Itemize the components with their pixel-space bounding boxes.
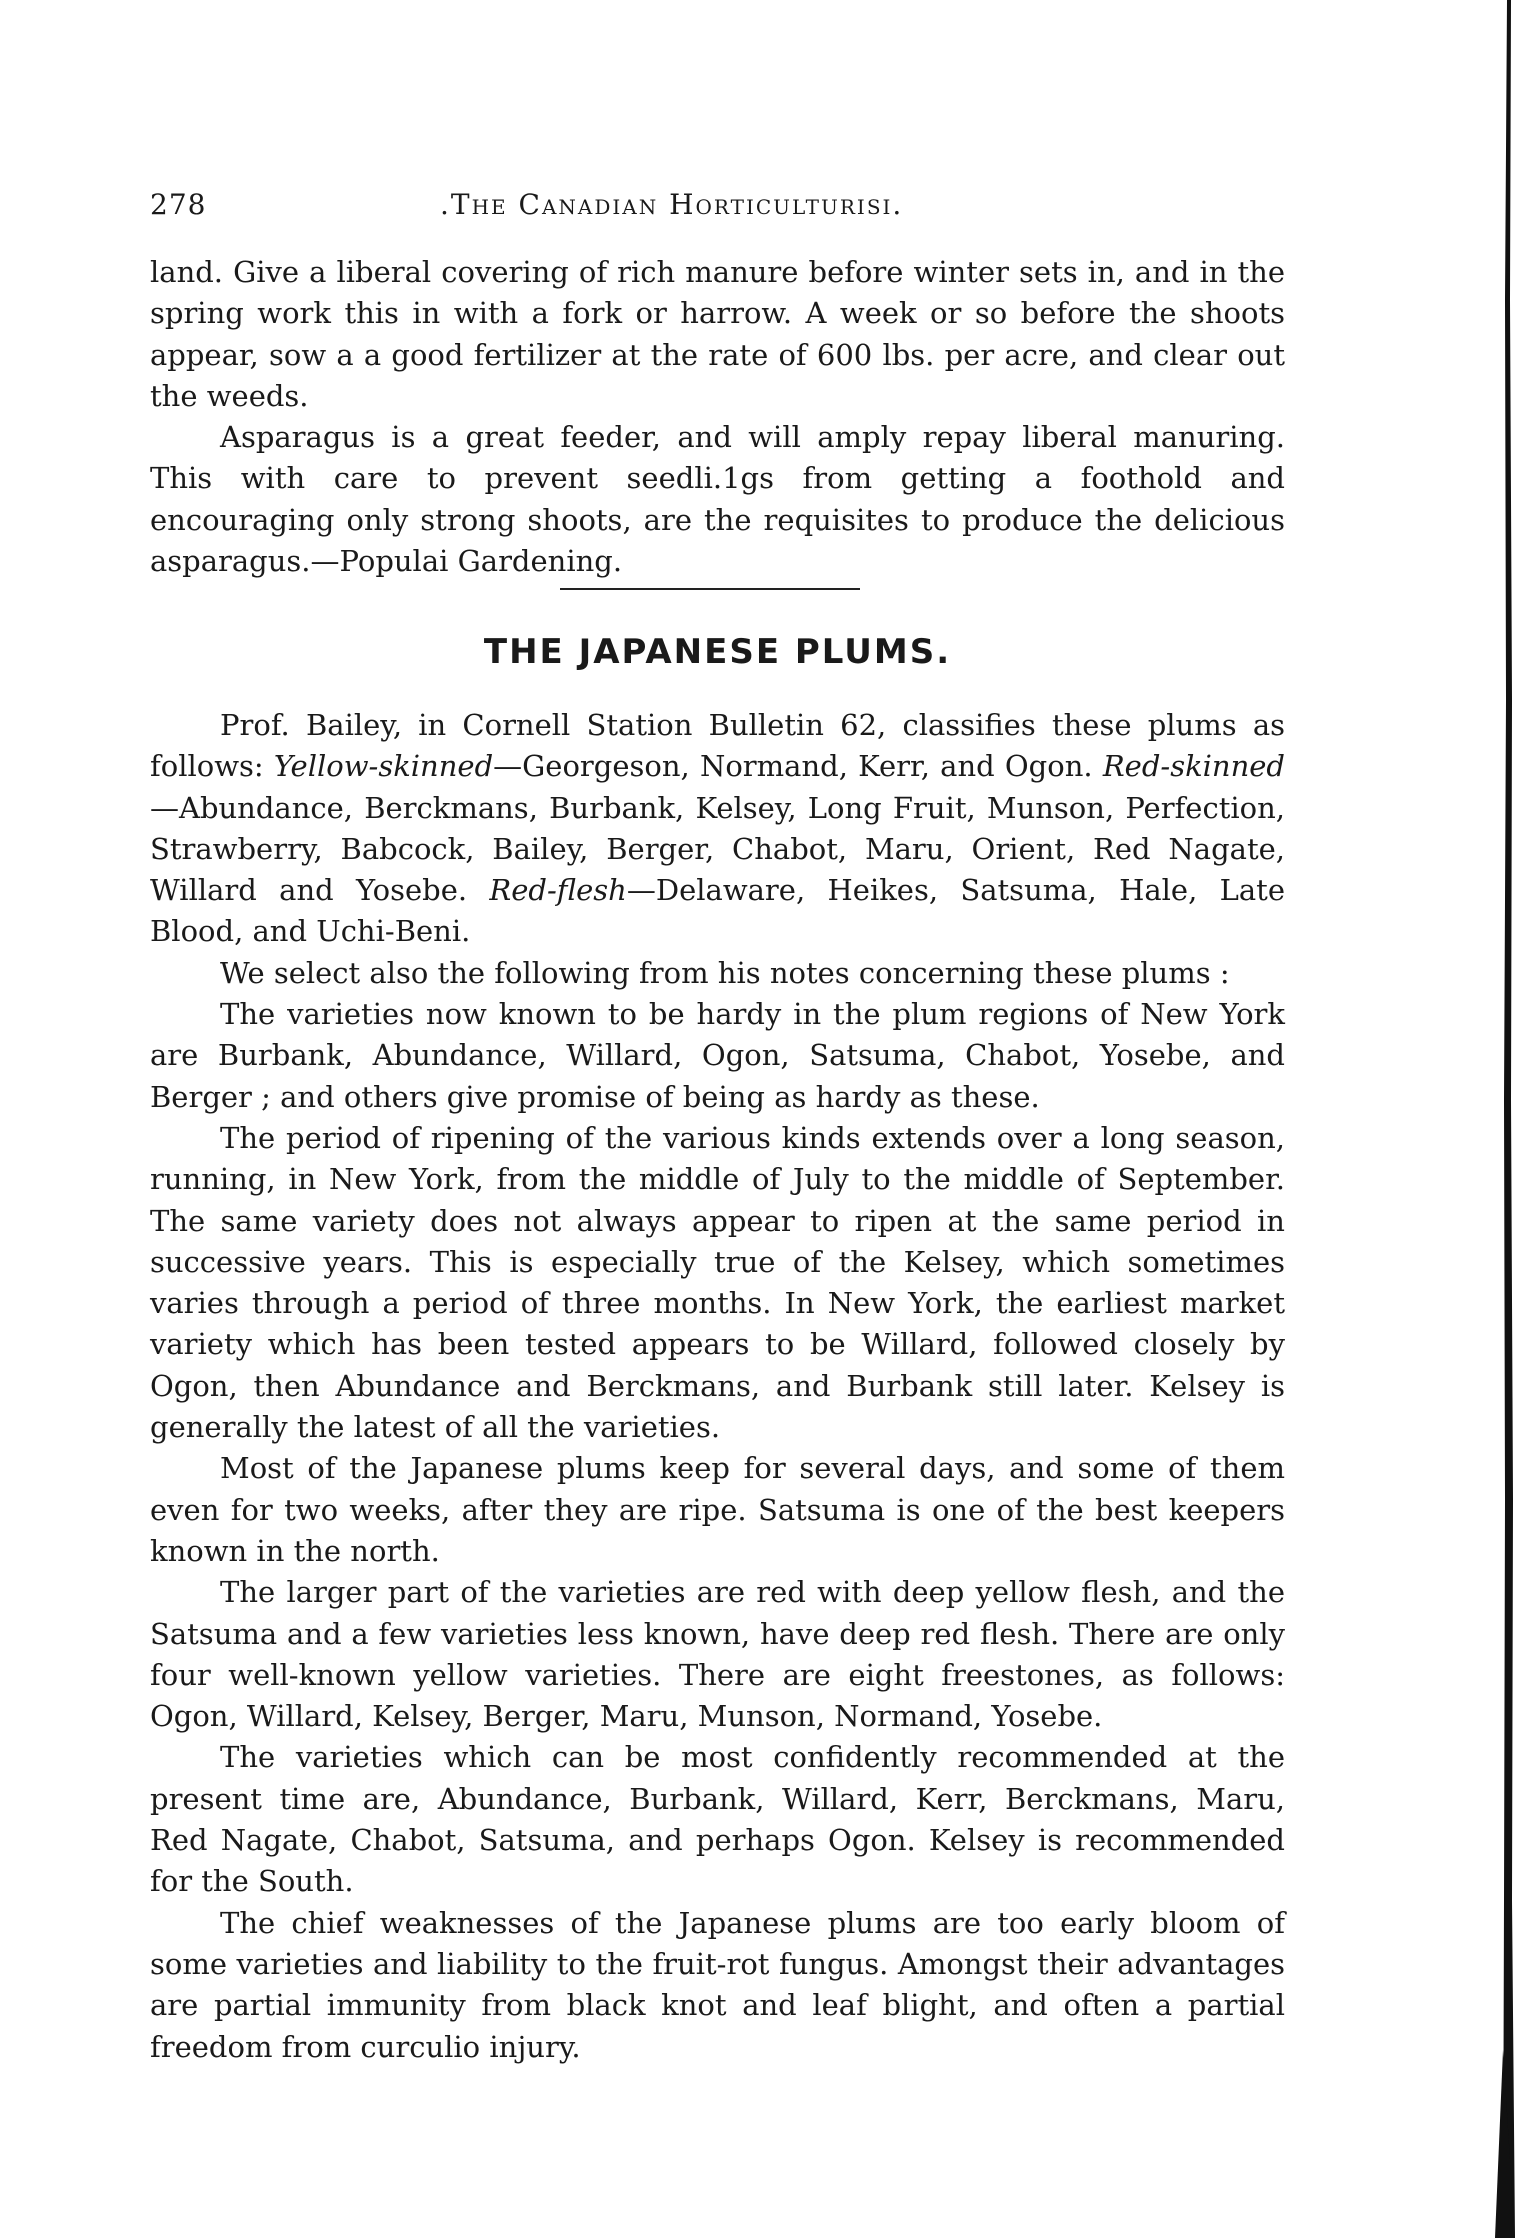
article-paragraph: The chief weaknesses of the Japanese plums are too early bloom of some varieties and liability to the fruit-rot fungus. Amongst their advantages are partial immunity from black knot and leaf blight, and often a partial freedom from curculio injury. bbox=[150, 1905, 1285, 2064]
red-flesh-label: Red-flesh bbox=[489, 873, 627, 908]
journal-title: .The Canadian Horticulturisi. bbox=[440, 188, 904, 221]
article-paragraph bbox=[150, 705, 1285, 953]
intro-text bbox=[150, 252, 1285, 582]
red-skinned-label: Red-skinned bbox=[1102, 749, 1285, 784]
yellow-skinned-list: —Georgeson, Normand, Kerr, and Ogon. bbox=[493, 749, 1103, 784]
article-paragraph: The varieties now known to be hardy in the plum regions of New York are Burbank, Abundance, Willard, Ogon, Satsuma, Chabot, Yosebe, and Berger ; and others give promise of being as hardy as these. bbox=[150, 997, 1285, 1114]
intro-paragraph: Asparagus is a great feeder, and will amply repay liberal manuring. This with care to prevent seedli.1gs from getting a foothold and encouraging only strong shoots, are the requisites to produce the delicious asparagus.—Populai Gardening. bbox=[150, 420, 1285, 579]
article-paragraph: The varieties which can be most confidently recommended at the present time are, Abundance, Burbank, Willard, Kerr, Berckmans, Maru, Red Nagate, Chabot, Satsuma, and perhaps Ogon. Kelsey is recommended for the South. bbox=[150, 1740, 1285, 1899]
yellow-skinned-label: Yellow-skinned bbox=[273, 749, 494, 784]
intro-paragraph: land. Give a liberal covering of rich manure before winter sets in, and in the spring work this in with a fork or harrow. A week or so before the shoots appear, sow a a good fertilizer at the rate of 600 lbs. per acre, and clear out the weeds. bbox=[150, 255, 1285, 413]
article-paragraph: The period of ripening of the various kinds extends over a long season, running, in New York, from the middle of July to the middle of September. The same variety does not always appear to ripen at the same period in successive years. This is especially true of the Kelsey, which sometimes varies through a period of three months. In New York, the earliest market variety which has been tested appears to be Willard, followed closely by Ogon, then Abundance and Berckmans, and Burbank still later. Kelsey is generally the latest of all the varieties. bbox=[150, 1120, 1285, 1445]
red-flesh-list: —Delaware, Heikes, Satsuma, Hale, Late Blood, and Uchi-Beni. bbox=[150, 873, 1285, 949]
red-skinned-list: —Abundance, Berckmans, Burbank, Kelsey, Long Fruit, Munson, Perfection, Strawberry, Babcock, Bailey, Berger, Chabot, Maru, Orient, Red Nagate, Willard and Yosebe. bbox=[150, 790, 1285, 908]
section-divider bbox=[560, 588, 860, 590]
paragraph-lead: Prof. Bailey, in Cornell Station Bulletin 62, classifies these plums as follows: bbox=[150, 708, 1285, 784]
article-body bbox=[150, 705, 1285, 2068]
article-paragraph: We select also the following from his notes concerning these plums : bbox=[220, 955, 1230, 990]
running-head bbox=[150, 188, 1285, 228]
article-paragraph: Most of the Japanese plums keep for several days, and some of them even for two weeks, after they are ripe. Satsuma is one of the best keepers known in the north. bbox=[150, 1451, 1285, 1568]
page-number: 278 bbox=[150, 188, 207, 221]
page-binding-edge bbox=[1485, 0, 1521, 2238]
article-paragraph: The larger part of the varieties are red with deep yellow flesh, and the Satsuma and a few varieties less known, have deep red flesh. There are only four well-known yellow varieties. There are eight freestones, as follows: Ogon, Willard, Kelsey, Berger, Maru, Munson, Normand, Yosebe. bbox=[150, 1575, 1285, 1734]
article-title: THE JAPANESE PLUMS. bbox=[483, 632, 952, 672]
